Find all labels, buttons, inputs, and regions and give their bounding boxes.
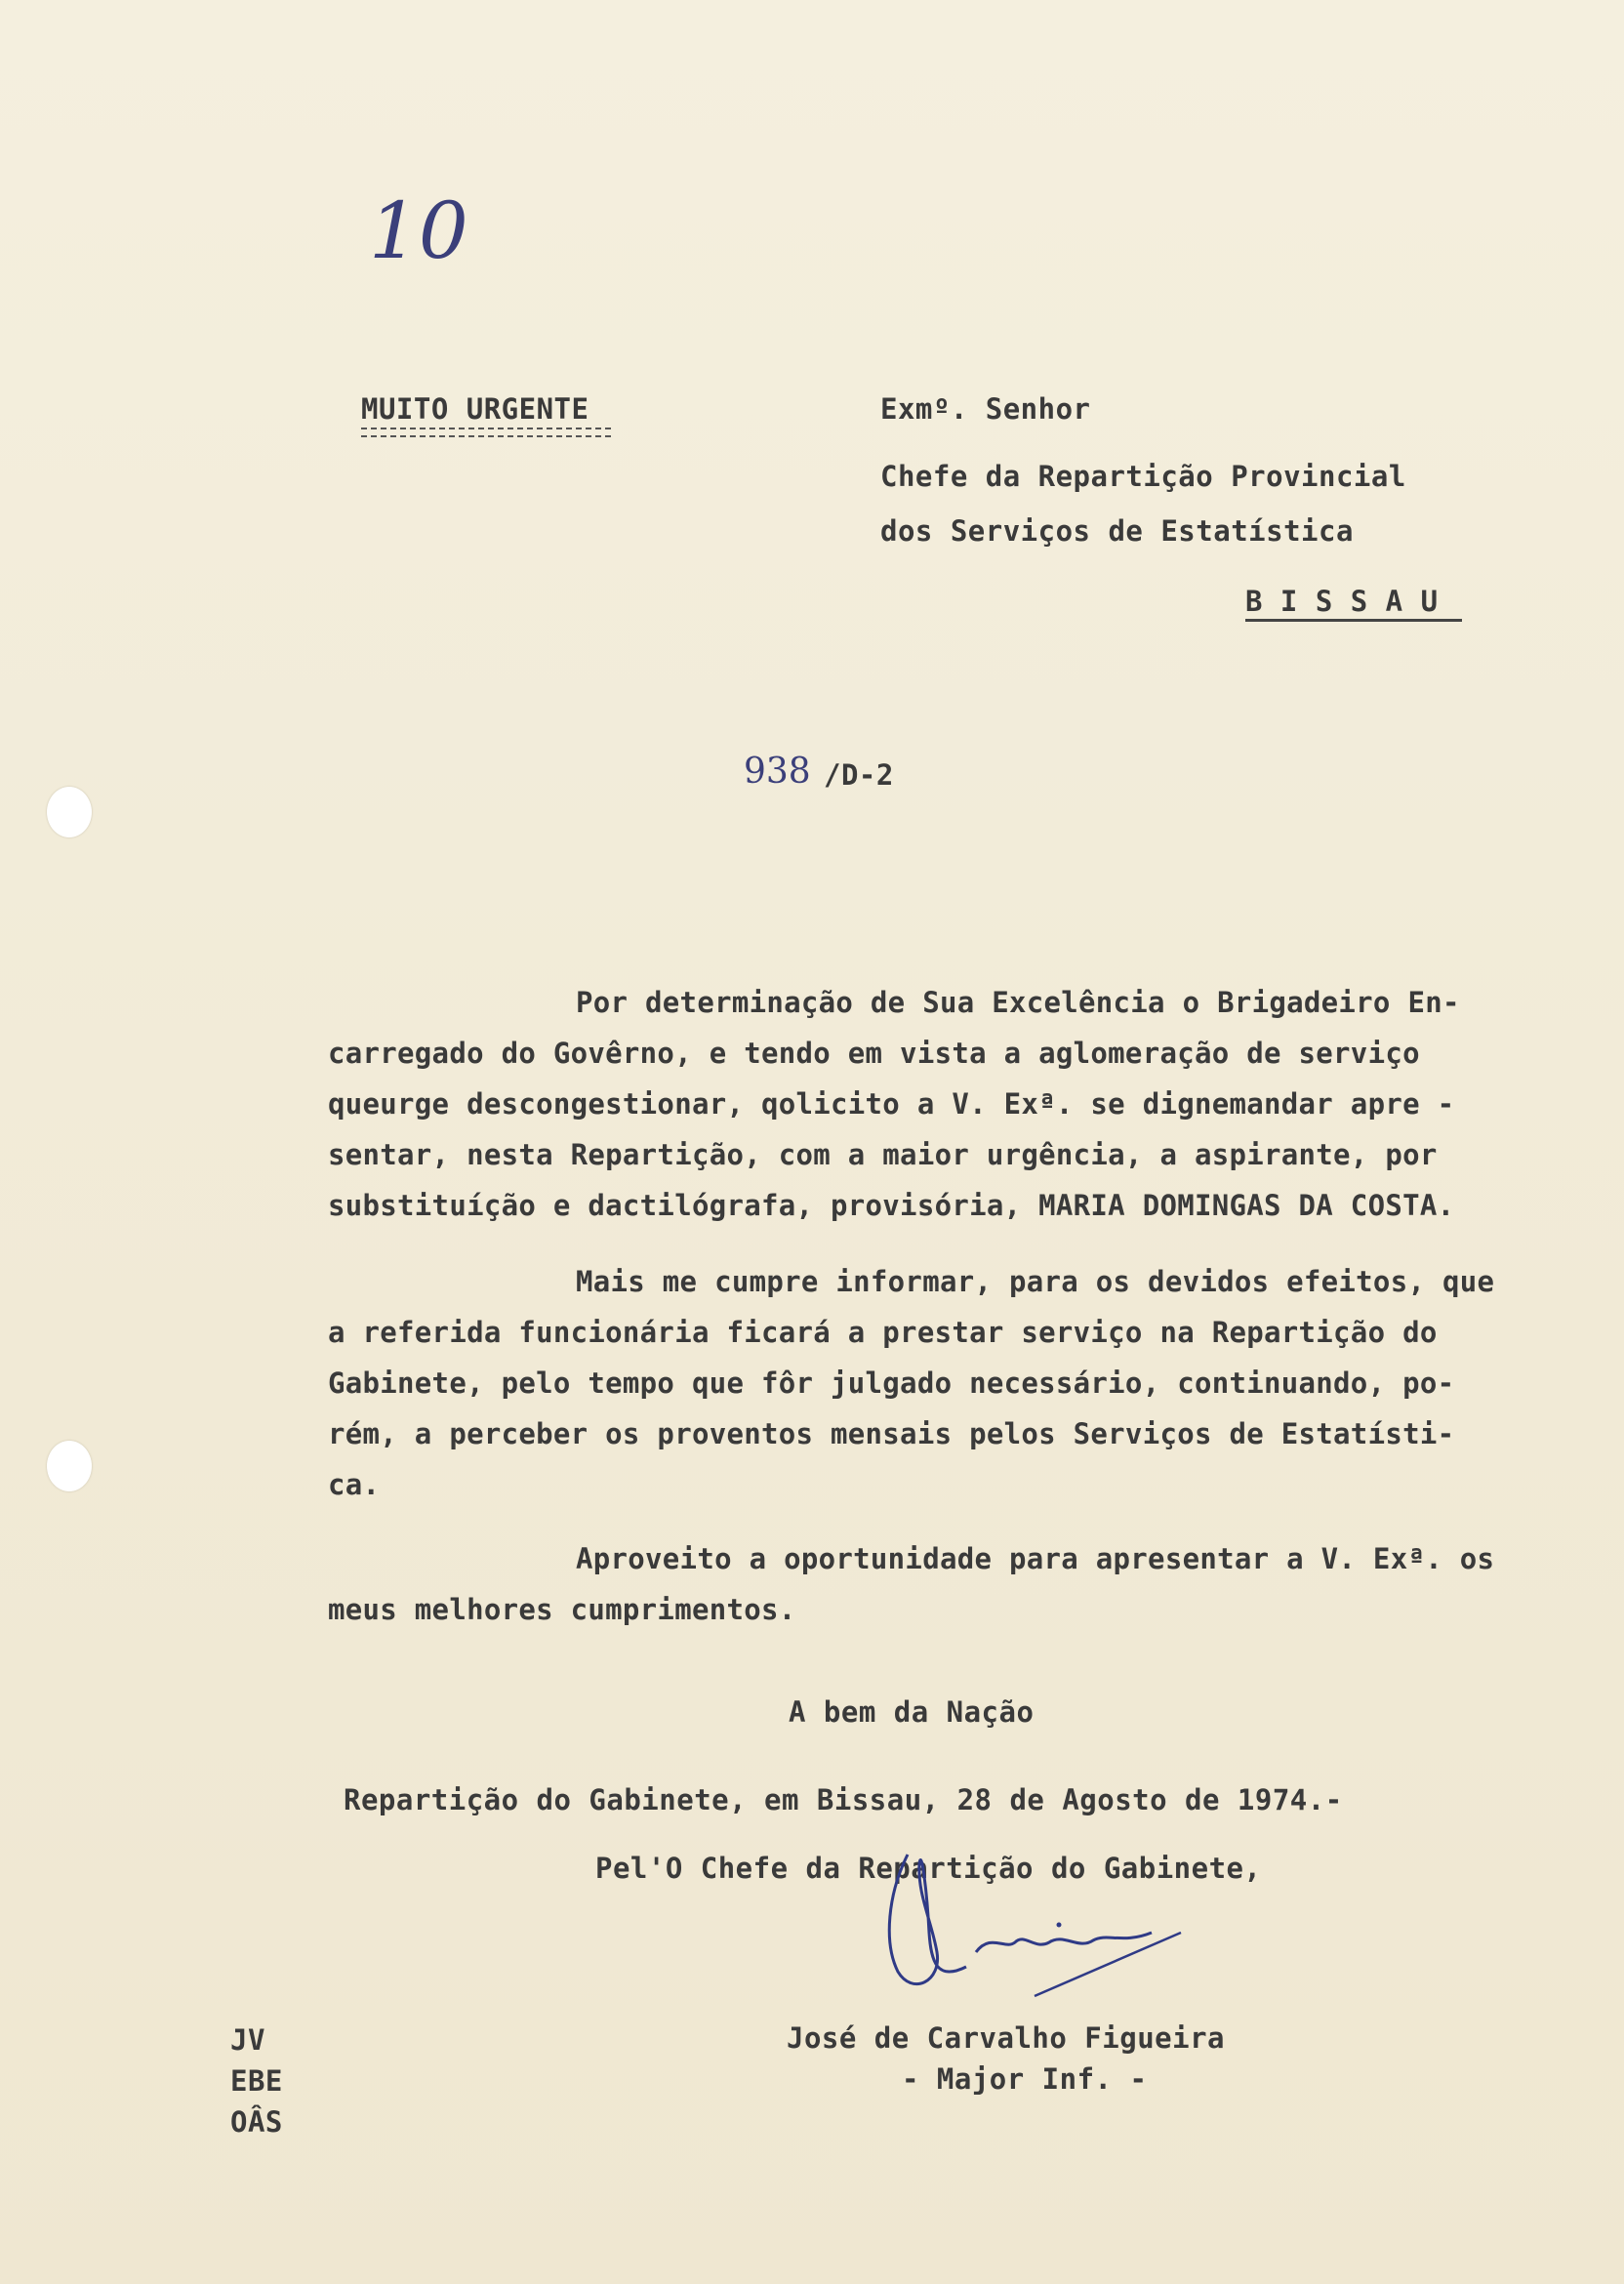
paragraph-2-line: rém, a perceber os proventos mensais pelos Serviços de Estatísti- [328,1417,1455,1450]
paragraph-1-line: sentar, nesta Repartição, com a maior urgência, a aspirante, por [328,1138,1438,1171]
signatory-rank: - Major Inf. - [902,2062,1148,2096]
address-city: B I S S A U [1245,585,1439,618]
paragraph-1-line: carregado do Govêrno, e tendo em vista a aglomeração de serviço [328,1037,1420,1070]
place-and-date: Repartição do Gabinete, em Bissau, 28 de Agosto de 1974.- [344,1783,1343,1816]
urgency-underline [361,428,611,437]
paragraph-1 [328,986,1593,1240]
paragraph-2 [328,1265,1593,1519]
paragraph-2-line: Mais me cumpre informar, para os devidos efeitos, que [576,1265,1495,1298]
initials-3: OÂS [230,2105,283,2139]
closing: A bem da Nação [789,1695,1035,1729]
paragraph-3-line: Aproveito a oportunidade para apresentar a V. Exª. os [576,1542,1495,1575]
paragraph-3-line: meus melhores cumprimentos. [328,1593,796,1626]
handwritten-page-number: 10 [369,185,468,276]
urgency-label: MUITO URGENTE [361,392,589,426]
punch-hole-bottom [47,1441,92,1491]
reference-number: 938 [744,752,811,792]
paragraph-3 [328,1542,1593,1640]
city-underline [1245,619,1462,622]
paragraph-2-line: ca. [328,1468,381,1501]
address-line-2: dos Serviços de Estatística [880,514,1354,548]
on-behalf-line: Pel'O Chefe da Repartição do Gabinete, [595,1852,1262,1885]
paragraph-1-line: queurge descongestionar, qolicito a V. Exª. se dignemandar apre - [328,1087,1455,1121]
salutation: Exmº. Senhor [880,392,1091,426]
handwritten-signature [859,1835,1230,2030]
paragraph-1-line: Por determinação de Sua Excelência o Brigadeiro En- [576,986,1460,1019]
initials-2: EBE [230,2064,283,2098]
paragraph-1-line: substituíção e dactilógrafa, provisória, MARIA DOMINGAS DA COSTA. [328,1189,1455,1222]
reference-suffix: /D-2 [824,758,894,792]
paragraph-2-line: Gabinete, pelo tempo que fôr julgado necessário, continuando, po- [328,1366,1455,1400]
punch-hole-top [47,787,92,837]
signatory-name: José de Carvalho Figueira [787,2021,1225,2055]
address-line-1: Chefe da Repartição Provincial [880,460,1406,493]
paragraph-2-line: a referida funcionária ficará a prestar serviço na Repartição do [328,1316,1438,1349]
initials-1: JV [230,2023,265,2057]
